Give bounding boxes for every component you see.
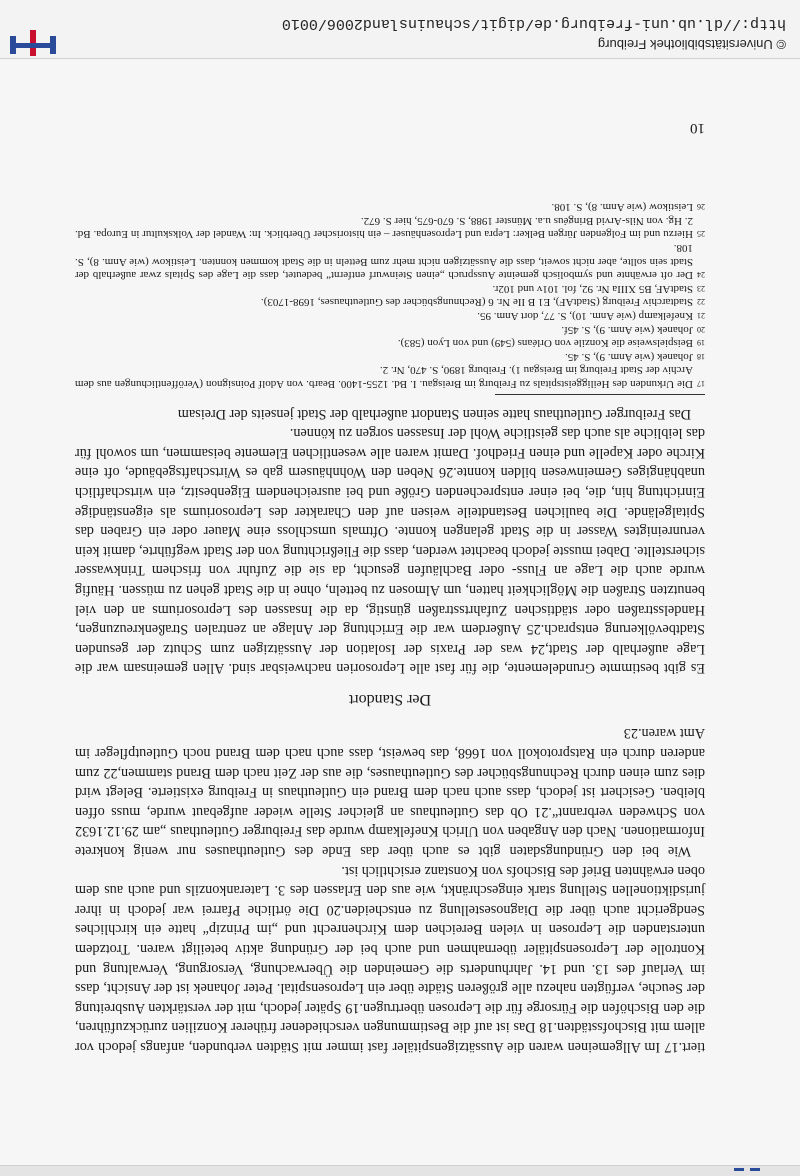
paragraph-3: Es gibt bestimmte Grundelemente, die für fast alle Leprosorien nachweisbar sind. Allen gemeinsam war die Lage außerhalb der Stadt,24 was der Praxis der Isolation der Aussätzigen zum Schutz der gesunden Stadtbevölkerung entsprach.25 Außerdem war die Errichtung der Anlage an zentralen Straßenkreuzungen, Handelsstraßen oder städtischen Zufahrtsstraßen günstig, da die Insassen des Leprosoriums an den viel benutzten Straßen die Möglichkeit hatten, um Almosen zu betteln, ohne in die Stadt gehen zu müssen. Häufig wurde auch die Lage an Fluss- oder Bachläufen gesucht, da sie die Zufuhr von frischem Trinkwasser sicherstellte. Dabei musste jedoch beachtet werden, dass die Fließrichtung von der Stadt wegführte, damit kein verunreinigtes Wasser in die Stadt gelangen konnte. Oftmals umschloss eine Mauer oder ein Graben das Spitalgelände. Die baulichen Bestandteile weisen auf den Charakter des Leprosoriums als eigenständige Einrichtung hin, die, bei einer entsprechenden Größe und bei ausreichendem Eigenbesitz, ein wirtschaftlich unabhängiges Gemeinwesen bilden konnte.26 Neben den Wohnhäusern gab es Wirtschaftsgebäude, oft eine Kirche oder Kapelle und einen Friedhof. Damit waren alle wesentlichen Elemente beisammen, um sowohl für das leibliche als auch das geistliche Wohl der Insassen sorgen zu können. [75, 425, 705, 677]
footnotes [75, 200, 705, 390]
footnote: 26Leistikow (wie Anm. 8), S. 108. [551, 201, 705, 214]
page-number: 10 [690, 120, 705, 136]
document-body [75, 200, 705, 1056]
footnote: 22Stadtarchiv Freiburg (StadtAF), E1 B IIe Nr. 6 (Rechnungsbücher des Gutleuthauses, 1698-1703). [260, 296, 705, 309]
footnote: 21Knefelkamp (wie Anm. 10), S. 77, dort Anm. 95. [477, 310, 705, 323]
footer-mark [750, 1168, 760, 1171]
header-bar [0, 0, 800, 59]
university-logo-icon [8, 30, 58, 56]
paragraph-2: Wie bei den Gründungsdaten gibt es auch über das Ende des Gutleuthauses nur wenig konkrete Informationen. Nach den Angaben von Ulrich Knefelkamp wurde das Freiburger Gutleuthaus „am 29.12.1632 von Schweden verbrannt“.21 Ob das Gutleuthaus an gleicher Stelle wieder aufgebaut wurde, muss offen bleiben. Gesichert ist jedoch, dass auch nach dem Brand ein Gutleuthaus in Freiburg existierte. Belegt wird dies zum einen durch Rechnungsbücher des Gutleuthauses, die aus der Zeit nach dem Brand stammen,22 zum anderen durch ein Ratsprotokoll von 1668, das beweist, dass auch nach dem Brand noch Gutleutpfleger im Amt waren.23 [75, 725, 705, 860]
document-url[interactable]: http://dl.ub.uni-freiburg.de/digit/schauinsland2006/0010 [281, 15, 786, 32]
footnote-rule [495, 394, 705, 395]
paragraph-4: Das Freiburger Gutleuthaus hatte seinen Standort außerhalb der Stadt jenseits der Dreisam [177, 405, 691, 422]
footnote: 25Hierzu und im Folgenden Jürgen Belker: Lepra und Leprosenhäuser – ein historischer Überblick. In: Wandel der Volkskultur in Europa. Bd. 2. Hg. von Nils-Arvid Bringéus u.a. Münster 1988, S. 670-675, hier S. 672. [75, 214, 705, 241]
footnote: 17Die Urkunden des Heiliggeistspitals zu Freiburg im Breisgau. I. Bd. 1255-1400. Bearb. von Adolf Poinsignon (Veröffentlichungen aus dem Archiv der Stadt Freiburg im Breisgau 1). Freiburg 1890, S. 470, Nr. 2. [75, 364, 705, 390]
footer-mark [734, 1168, 744, 1171]
copyright-text: © Universitätsbibliothek Freiburg [597, 37, 786, 52]
footnote: 18Johanek (wie Anm. 9), S. 45. [564, 350, 705, 363]
section-heading: Der Standort [348, 690, 432, 708]
footnote: 19Beispielsweise die Konzile von Orléans (549) und von Lyon (583). [397, 337, 705, 350]
footnote: 20Johanek (wie Anm. 9), S. 45f. [561, 323, 705, 336]
paragraph-1: tiert.17 Im Allgemeinen waren die Aussätzigenspitäler fast immer mit Städten verbunden, anfangs jedoch vor allem mit Bischofsstädten.18 Das ist auf die Bestimmungen verschiedener früherer Konzilien zurückzuführen, die den Bischöfen die Fürsorge für die Leprosen übertrugen.19 Später jedoch, mit der verstärkten Ausbreitung der Seuche, verfügten nahezu alle größeren Städte über ein Leprosenspital. Peter Johanek ist der Ansicht, dass im Verlauf des 13. und 14. Jahrhunderts die Gemeinden die Überwachung, Versorgung, Verwaltung und Kontrolle der Leprosenspitäler übernahmen und auch bei der Gründung aktiv beteiligt waren. Trotzdem unterstanden die Leprosen in vielen Bereichen dem Kirchenrecht und „im Prinzip“ hatte ein kirchliches Sendgericht auch über die Diagnosestellung zu entscheiden.20 Die örtliche Pfarrei war jedoch in ihrer jurisdiktionellen Stellung stark eingeschränkt, wie aus den Erlassen des 3. Laterankonzils und auch aus dem oben erwähnten Brief des Bischofs von Konstanz ersichtlich ist. [75, 862, 705, 1055]
footnote: 23StadtAF, B5 XIIIa Nr. 92, fol. 101v und 102r. [492, 282, 705, 295]
footer-bar [0, 1165, 800, 1176]
footnote: 24Der oft erwähnte und symbolisch gemeinte Ausspruch „einen Steinwurf entfernt“ bedeutet, dass die Lage des Spitals zwar außerhalb der Stadt sein sollte, aber nicht soweit, dass die Aussätzigen nicht mehr zum Betteln in die Stadt kommen konnten. Leistikow (wie Anm. 8), S. 108. [75, 242, 705, 282]
